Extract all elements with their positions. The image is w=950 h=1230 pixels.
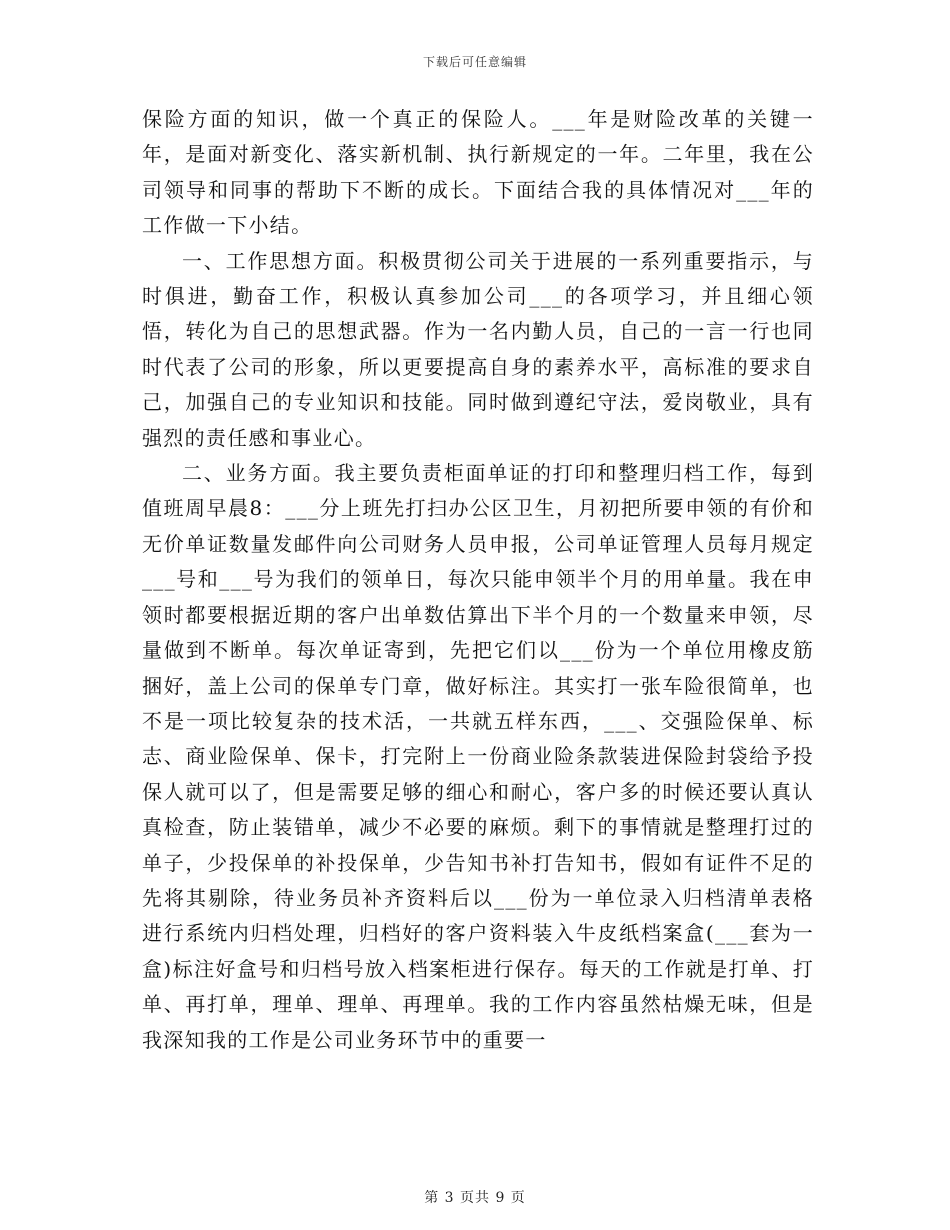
page-header: 下载后可任意编辑: [422, 55, 527, 69]
document-body: [142, 102, 814, 1058]
paragraph-3: 二、业务方面。我主要负责柜面单证的打印和整理归档工作，每到值班周早晨8：___分上班先打扫办公区卫生，月初把所要申领的有价和无价单证数量发邮件向公司财务人员申报，公司单证管理人员每月规定___号和___号为我们的领单日，每次只能申领半个月的用单量。我在申领时都要根据近期的客户出单数估算出下半个月的一个数量来申领，尽量做到不断单。每次单证寄到，先把它们以___份为一个单位用橡皮筋捆好，盖上公司的保单专门章，做好标注。其实打一张车险很简单，也不是一项比较复杂的技术活，一共就五样东西，___、交强险保单、标志、商业险保单、保卡，打完附上一份商业险条款装进保险封袋给予投保人就可以了，但是需要足够的细心和耐心，客户多的时候还要认真认真检查，防止装错单，减少不必要的麻烦。剩下的事情就是整理打过的单子，少投保单的补投保单，少告知书补打告知书，假如有证件不足的先将其剔除，待业务员补齐资料后以___份为一单位录入归档清单表格进行系统内归档处理，归档好的客户资料装入牛皮纸档案盒(___套为一盒)标注好盒号和归档号放入档案柜进行保存。每天的工作就是打单、打单、再打单，理单、理单、再理单。我的工作内容虽然枯燥无味，但是我深知我的工作是公司业务环节中的重要一: [142, 461, 814, 1052]
paragraph-2: 一、工作思想方面。积极贯彻公司关于进展的一系列重要指示，与时俱进，勤奋工作，积极认真参加公司___的各项学习，并且细心领悟，转化为自己的思想武器。作为一名内勤人员，自己的一言一行也同时代表了公司的形象，所以更要提高自身的素养水平，高标准的要求自己，加强自己的专业知识和技能。同时做到遵纪守法，爱岗敬业，具有强烈的责任感和事业心。: [142, 248, 814, 450]
page-footer: 第 3 页共 9 页: [424, 1190, 526, 1206]
paragraph-1: 保险方面的知识，做一个真正的保险人。___年是财险改革的关键一年，是面对新变化、落实新机制、执行新规定的一年。二年里，我在公司领导和同事的帮助下不断的成长。下面结合我的具体情况对___年的工作做一下小结。: [142, 107, 814, 238]
